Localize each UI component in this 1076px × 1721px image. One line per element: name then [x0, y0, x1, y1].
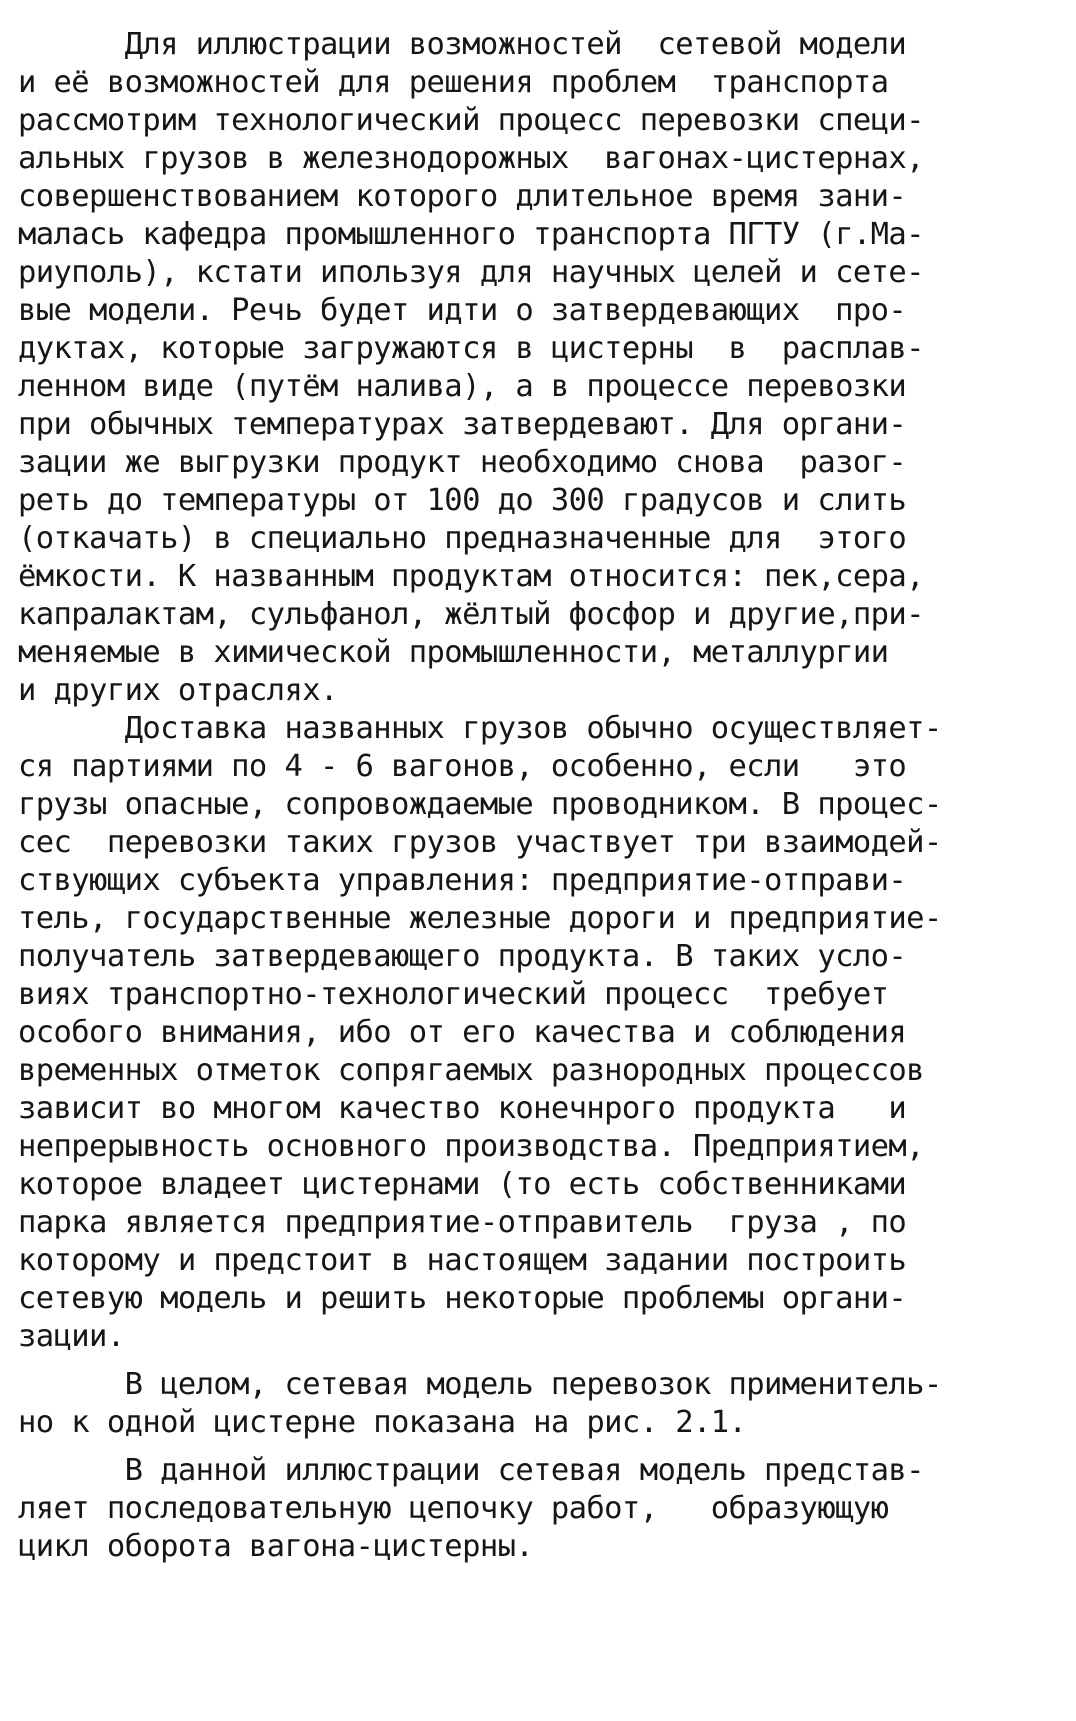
text-line: но к одной цистерне показана на рис. 2.1.: [18, 1405, 747, 1440]
text-line: вые модели. Речь будет идти о затвердевающих про-: [18, 293, 907, 328]
text-line: В данной иллюстрации сетевая модель представ-: [18, 1453, 924, 1488]
text-line: ствующих субъекта управления: предприятие-отправи-: [18, 863, 907, 898]
text-line: грузы опасные, сопровождаемые проводником. В процес-: [18, 787, 942, 822]
paragraph-1: [18, 26, 1058, 710]
paragraph-3: [18, 1366, 1058, 1442]
text-line: Для иллюстрации возможностей сетевой модели: [18, 27, 907, 62]
text-line: непрерывность основного производства. Предприятием,: [18, 1129, 924, 1164]
paragraph-2: [18, 710, 1058, 1356]
text-line: ляет последовательную цепочку работ, образующую: [18, 1491, 889, 1526]
text-line: при обычных температурах затвердевают. Для органи-: [18, 407, 907, 442]
text-line: сес перевозки таких грузов участвует три взаимодей-: [18, 825, 942, 860]
text-line: зации.: [18, 1319, 125, 1354]
text-line: парка является предприятие-отправитель груза , по: [18, 1205, 907, 1240]
text-line: совершенствованием которого длительное время зани-: [18, 179, 907, 214]
text-line: и других отраслях.: [18, 673, 338, 708]
text-line: цикл оборота вагона-цистерны.: [18, 1529, 534, 1564]
text-line: Доставка названных грузов обычно осуществляет-: [18, 711, 942, 746]
text-line: (откачать) в специально предназначенные для этого: [18, 521, 907, 556]
text-line: временных отметок сопрягаемых разнородных процессов: [18, 1053, 924, 1088]
text-line: ленном виде (путём налива), а в процессе перевозки: [18, 369, 907, 404]
text-line: альных грузов в железнодорожных вагонах-цистернах,: [18, 141, 924, 176]
text-line: дуктах, которые загружаются в цистерны в расплав-: [18, 331, 924, 366]
text-line: и её возможностей для решения проблем транспорта: [18, 65, 889, 100]
text-line: рассмотрим технологический процесс перевозки специ-: [18, 103, 924, 138]
text-line: риуполь), кстати ипользуя для научных целей и сете-: [18, 255, 924, 290]
text-line: ёмкости. К названным продуктам относится: пек,сера,: [18, 559, 924, 594]
text-line: особого внимания, ибо от его качества и соблюдения: [18, 1015, 907, 1050]
document-page: [18, 26, 1058, 1566]
text-line: малась кафедра промышленного транспорта ПГТУ (г.Ма-: [18, 217, 924, 252]
text-line: зации же выгрузки продукт необходимо снова разог-: [18, 445, 907, 480]
text-line: ся партиями по 4 - 6 вагонов, особенно, если это: [18, 749, 907, 784]
paragraph-spacer: [18, 1442, 1058, 1452]
text-line: реть до температуры от 100 до 300 градусов и слить: [18, 483, 907, 518]
paragraph-spacer: [18, 1356, 1058, 1366]
text-line: сетевую модель и решить некоторые проблемы органи-: [18, 1281, 907, 1316]
text-line: капралактам, сульфанол, жёлтый фосфор и другие,при-: [18, 597, 924, 632]
text-line: которое владеет цистернами (то есть собственниками: [18, 1167, 907, 1202]
text-line: меняемые в химической промышленности, металлургии: [18, 635, 889, 670]
text-line: виях транспортно-технологический процесс требует: [18, 977, 889, 1012]
text-line: получатель затвердевающего продукта. В таких усло-: [18, 939, 907, 974]
text-line: В целом, сетевая модель перевозок применитель-: [18, 1367, 942, 1402]
text-line: тель, государственные железные дороги и предприятие-: [18, 901, 942, 936]
text-line: которому и предстоит в настоящем задании построить: [18, 1243, 907, 1278]
paragraph-4: [18, 1452, 1058, 1566]
text-line: зависит во многом качество конечнрого продукта и: [18, 1091, 907, 1126]
